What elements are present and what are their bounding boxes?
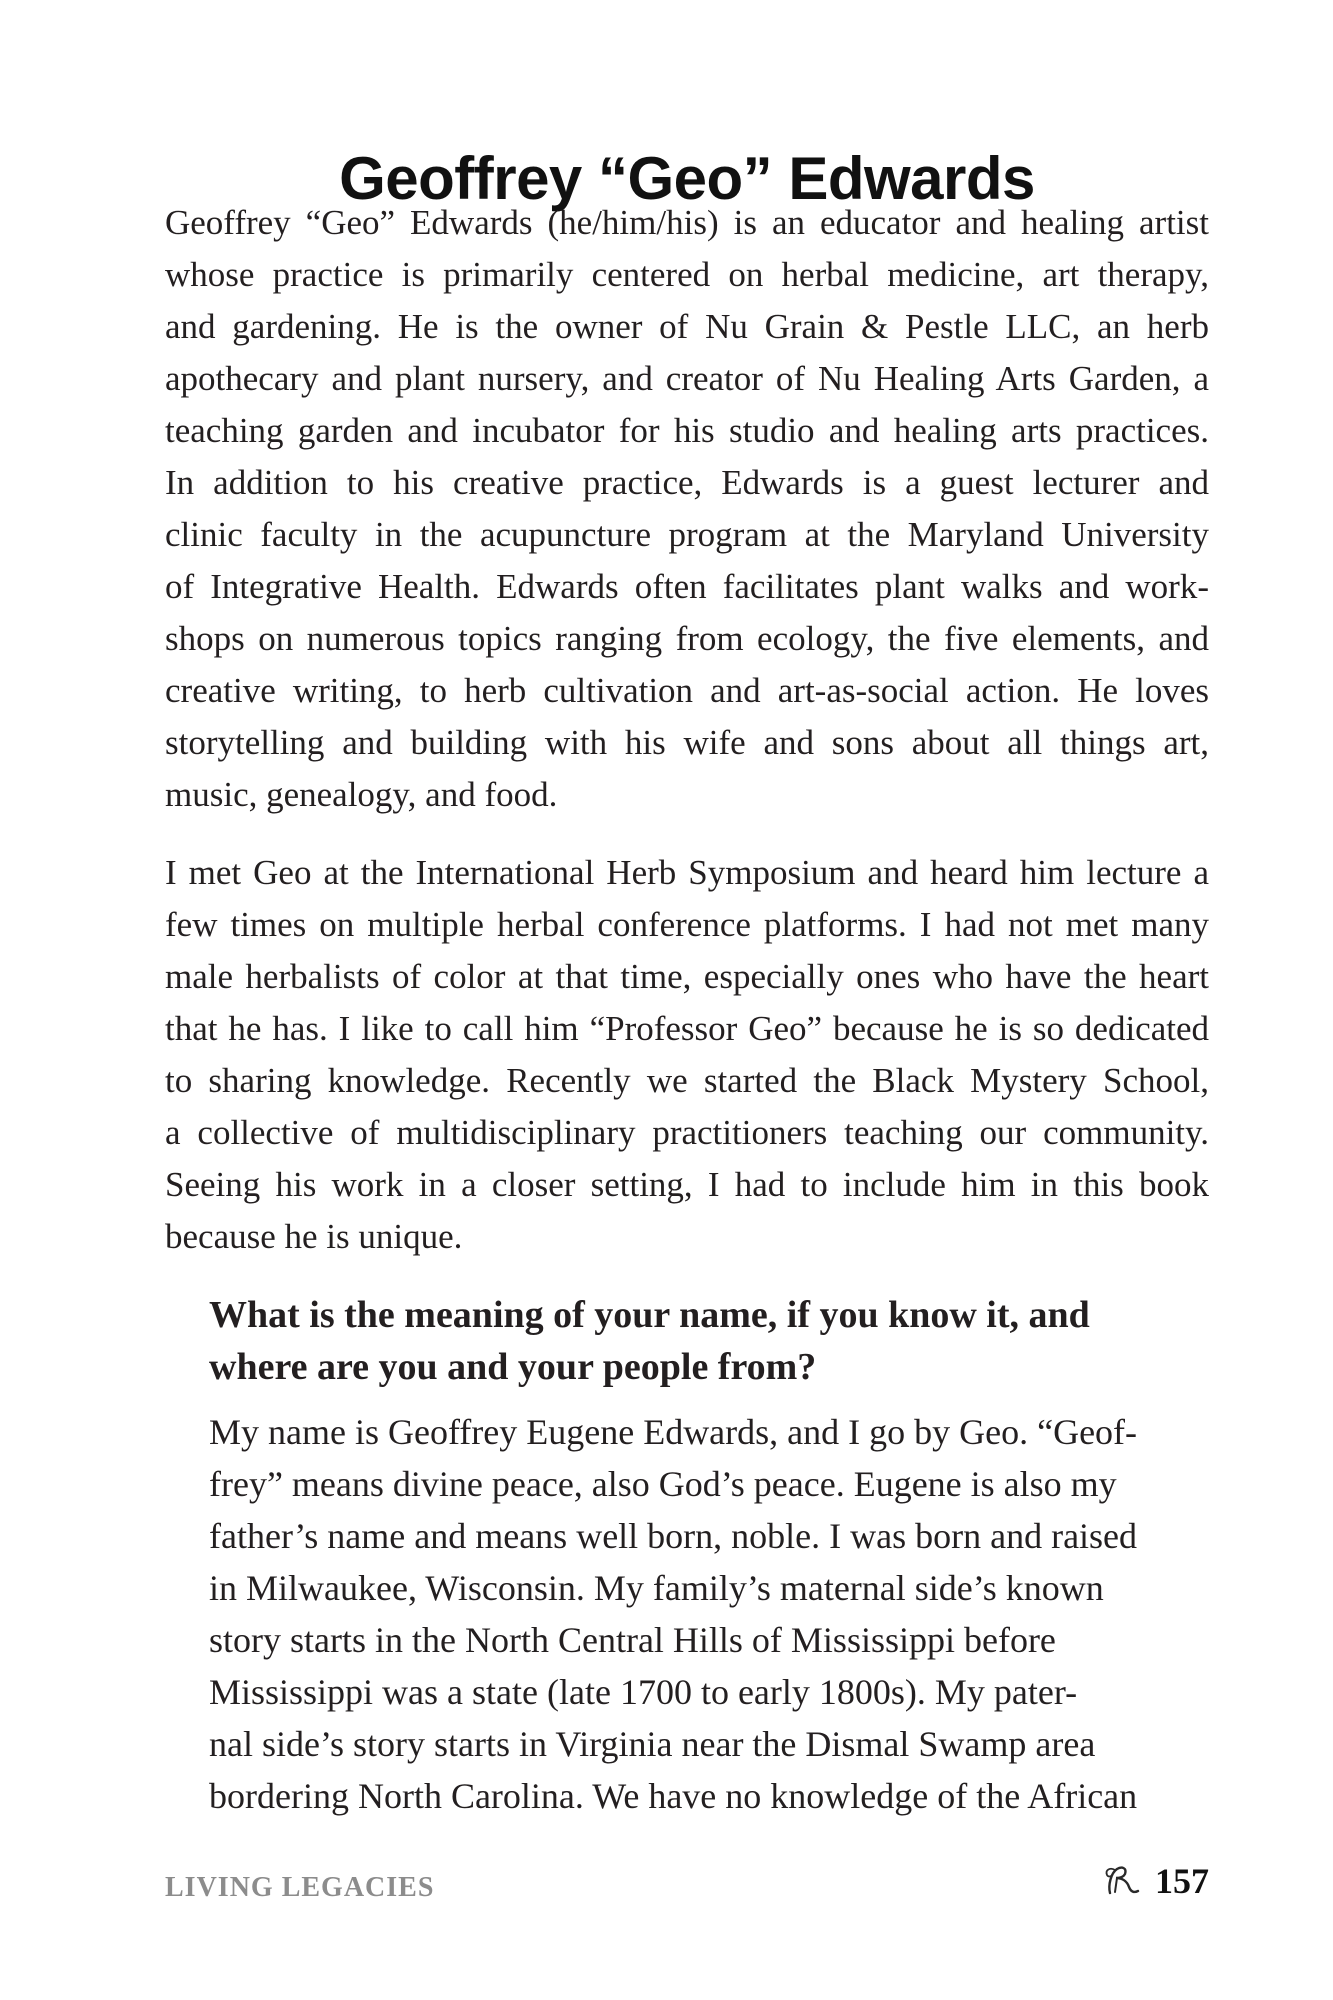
page-number: 157 (1155, 1861, 1209, 1901)
body-text-line: of Integrative Health. Edwards often facilitates plant walks and work- (165, 567, 1209, 606)
intro-paragraph (165, 197, 1209, 821)
body-text-line: male herbalists of color at that time, especially ones who have the heart (165, 957, 1209, 996)
answer-line: father’s name and means well born, noble. I was born and raised (209, 1516, 1138, 1556)
body-text-line: apothecary and plant nursery, and creator of Nu Healing Arts Garden, a (165, 359, 1209, 398)
body-text-line: to sharing knowledge. Recently we started the Black Mystery School, (165, 1061, 1209, 1100)
page-title: Geoffrey “Geo” Edwards (339, 145, 1035, 213)
interview-answer (209, 1406, 1137, 1822)
interview-question (209, 1289, 1090, 1393)
body-text-line: whose practice is primarily centered on herbal medicine, art therapy, (165, 255, 1209, 294)
fleuron-icon (1103, 1864, 1141, 1896)
answer-line: My name is Geoffrey Eugene Edwards, and I go by Geo. “Geof- (209, 1412, 1138, 1452)
body-text-line: teaching garden and incubator for his studio and healing arts practices. (165, 411, 1209, 450)
answer-line: in Milwaukee, Wisconsin. My family’s maternal side’s known (209, 1568, 1104, 1608)
body-text-line: clinic faculty in the acupuncture program at the Maryland University (165, 515, 1209, 554)
body-text-line: music, genealogy, and food. (165, 775, 558, 814)
body-text-line: I met Geo at the International Herb Symposium and heard him lecture a (165, 853, 1209, 892)
intro-paragraph (165, 847, 1209, 1263)
body-text-line: few times on multiple herbal conference platforms. I had not met many (165, 905, 1209, 944)
answer-line: story starts in the North Central Hills of Mississippi before (209, 1620, 1056, 1660)
body-text-line: that he has. I like to call him “Professor Geo” because he is so dedicated (165, 1009, 1209, 1048)
answer-line: frey” means divine peace, also God’s peace. Eugene is also my (209, 1464, 1117, 1504)
question-line: where are you and your people from? (209, 1346, 817, 1388)
answer-line: Mississippi was a state (late 1700 to early 1800s). My pater- (209, 1672, 1078, 1712)
body-text-line: because he is unique. (165, 1217, 463, 1256)
body-text-line: and gardening. He is the owner of Nu Grain & Pestle LLC, an herb (165, 307, 1209, 346)
answer-line: bordering North Carolina. We have no knowledge of the African (209, 1776, 1138, 1816)
question-line: What is the meaning of your name, if you know it, and (209, 1294, 1090, 1336)
body-text-line: Geoffrey “Geo” Edwards (he/him/his) is an educator and healing artist (165, 203, 1209, 242)
body-text-line: storytelling and building with his wife and sons about all things art, (165, 723, 1209, 762)
body-text-line: creative writing, to herb cultivation and art-as-social action. He loves (165, 671, 1209, 710)
answer-line: nal side’s story starts in Virginia near the Dismal Swamp area (209, 1724, 1096, 1764)
body-text-line: shops on numerous topics ranging from ecology, the five elements, and (165, 619, 1209, 658)
body-text-line: In addition to his creative practice, Edwards is a guest lecturer and (165, 463, 1209, 502)
running-head: LIVING LEGACIES (165, 1872, 435, 1903)
body-text-line: Seeing his work in a closer setting, I had to include him in this book (165, 1165, 1209, 1204)
body-text-line: a collective of multidisciplinary practitioners teaching our community. (165, 1113, 1209, 1152)
